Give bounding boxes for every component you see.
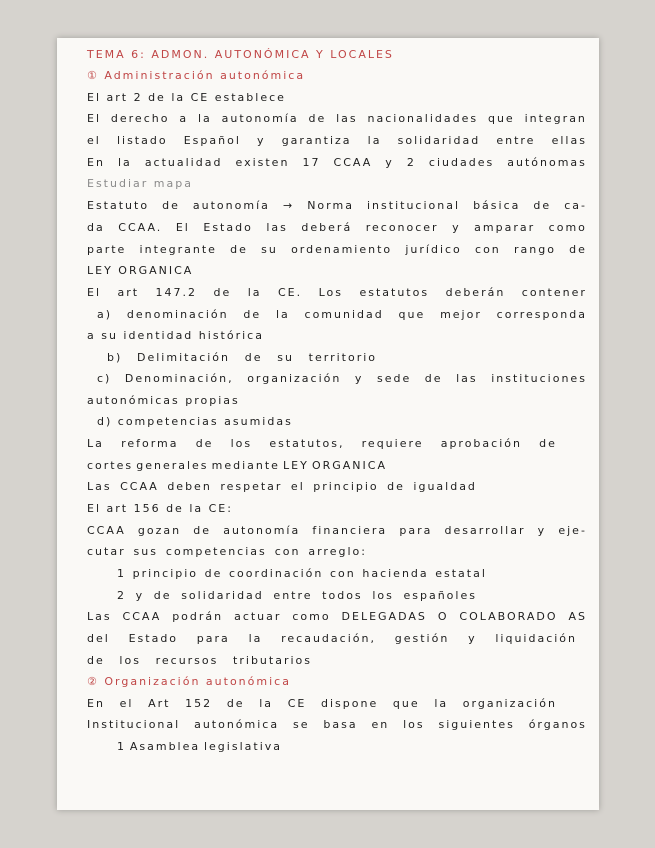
notebook-page bbox=[57, 38, 599, 810]
word: COLABORADO bbox=[459, 610, 558, 623]
word: como bbox=[548, 221, 587, 234]
word: y bbox=[354, 372, 364, 385]
word: y bbox=[135, 589, 145, 602]
word: la bbox=[197, 112, 212, 125]
note-line-8 bbox=[87, 199, 587, 212]
word: de bbox=[230, 243, 248, 256]
note-line-13 bbox=[97, 308, 587, 321]
word: En bbox=[87, 156, 105, 169]
word: y bbox=[385, 156, 394, 169]
note-line-15 bbox=[107, 351, 377, 364]
word: Denominación, bbox=[124, 372, 234, 385]
word: de bbox=[195, 437, 214, 450]
word: 147.2 bbox=[155, 286, 198, 299]
word: de bbox=[87, 654, 105, 667]
word: denominación bbox=[126, 308, 229, 321]
word: los bbox=[230, 437, 253, 450]
word: En bbox=[87, 697, 105, 710]
word: territorio bbox=[308, 351, 377, 364]
word: CCAA bbox=[120, 480, 159, 493]
word: LEY bbox=[283, 459, 309, 472]
note-line-20 bbox=[87, 459, 387, 472]
note-line-31 bbox=[87, 697, 557, 710]
note-line-19 bbox=[87, 437, 557, 450]
word: todos bbox=[322, 589, 363, 602]
word: Estatuto bbox=[87, 199, 150, 212]
word: gozan bbox=[137, 524, 182, 537]
word: con bbox=[475, 243, 501, 256]
word: actuar bbox=[234, 610, 282, 623]
word: cortes bbox=[87, 459, 134, 472]
word: los bbox=[403, 718, 425, 731]
word: CE. bbox=[277, 286, 303, 299]
note-line-25 bbox=[117, 567, 487, 580]
note-line-2: ① Administración autonómica bbox=[87, 69, 306, 82]
word: jurídico bbox=[405, 243, 462, 256]
word: requiere bbox=[361, 437, 424, 450]
word: organización bbox=[462, 697, 557, 710]
word: integran bbox=[524, 112, 587, 125]
word: garantiza bbox=[281, 134, 352, 147]
word: 1 bbox=[117, 740, 126, 753]
word: y bbox=[257, 134, 266, 147]
word: Los bbox=[318, 286, 343, 299]
word: autonomía bbox=[192, 199, 270, 212]
word: a) bbox=[97, 308, 113, 321]
word: corresponda bbox=[496, 308, 587, 321]
word: ordenamiento bbox=[291, 243, 393, 256]
word: CCAA. bbox=[118, 221, 163, 234]
word: desarrollar bbox=[444, 524, 526, 537]
word: igualdad bbox=[413, 480, 477, 493]
word: b) bbox=[107, 351, 123, 364]
word: principio bbox=[313, 480, 379, 493]
note-line-9 bbox=[87, 221, 587, 234]
word: generales bbox=[136, 459, 209, 472]
word: → bbox=[282, 199, 295, 212]
word: cutar bbox=[87, 545, 126, 558]
note-line-17: autonómicas propias bbox=[87, 394, 240, 407]
word: como bbox=[292, 610, 331, 623]
word: la bbox=[259, 697, 274, 710]
word: mejor bbox=[440, 308, 482, 321]
word: 2 bbox=[406, 156, 416, 169]
word: amparar bbox=[474, 221, 536, 234]
word: sus bbox=[133, 545, 158, 558]
note-line-26 bbox=[117, 589, 477, 602]
word: Estado bbox=[128, 632, 179, 645]
word: ciudades bbox=[428, 156, 495, 169]
note-line-21 bbox=[87, 480, 477, 493]
word: Las bbox=[87, 480, 112, 493]
word: coordinación bbox=[228, 567, 324, 580]
word: comunidad bbox=[304, 308, 384, 321]
word: Estado bbox=[203, 221, 253, 234]
word: arreglo: bbox=[308, 545, 367, 558]
word: Norma bbox=[307, 199, 354, 212]
word: se bbox=[292, 718, 310, 731]
word: entre bbox=[496, 134, 536, 147]
word: para bbox=[399, 524, 433, 537]
word: CE bbox=[287, 697, 307, 710]
word: rango bbox=[513, 243, 556, 256]
word: en bbox=[371, 718, 390, 731]
note-line-6 bbox=[87, 156, 587, 169]
word: de bbox=[244, 351, 263, 364]
word: las bbox=[456, 372, 478, 385]
word: deberán bbox=[445, 286, 506, 299]
word: de bbox=[243, 308, 262, 321]
word: El bbox=[87, 286, 102, 299]
word: La bbox=[87, 437, 104, 450]
word: con bbox=[274, 545, 301, 558]
note-line-14: a su identidad histórica bbox=[87, 329, 264, 342]
word: estatutos, bbox=[269, 437, 345, 450]
word: art bbox=[117, 286, 140, 299]
word: deben bbox=[167, 480, 212, 493]
note-line-27 bbox=[87, 610, 587, 623]
word: de bbox=[424, 372, 443, 385]
word: el bbox=[87, 134, 101, 147]
word: organización bbox=[247, 372, 342, 385]
word: que bbox=[487, 112, 515, 125]
word: de bbox=[539, 437, 557, 450]
note-line-33 bbox=[117, 740, 282, 753]
word: su bbox=[261, 243, 278, 256]
note-line-16 bbox=[97, 372, 587, 385]
word: la bbox=[248, 632, 263, 645]
word: sede bbox=[376, 372, 412, 385]
word: de bbox=[569, 243, 587, 256]
word: y bbox=[537, 524, 547, 537]
word: los bbox=[372, 589, 394, 602]
word: basa bbox=[323, 718, 358, 731]
word: de bbox=[153, 589, 172, 602]
word: deberá bbox=[301, 221, 353, 234]
note-line-10 bbox=[87, 243, 587, 256]
word: las bbox=[266, 221, 288, 234]
word: la bbox=[247, 286, 262, 299]
word: Las bbox=[87, 610, 112, 623]
word: autonomía bbox=[223, 524, 301, 537]
word: aprobación bbox=[440, 437, 522, 450]
word: gestión bbox=[394, 632, 450, 645]
word: autonomía bbox=[221, 112, 299, 125]
word: DELEGADAS bbox=[341, 610, 427, 623]
word: el bbox=[290, 480, 305, 493]
word: instituciones bbox=[491, 372, 587, 385]
word: de bbox=[308, 112, 327, 125]
word: contener bbox=[521, 286, 587, 299]
word: tributarios bbox=[233, 654, 312, 667]
word: El bbox=[87, 112, 102, 125]
word: 2 bbox=[117, 589, 126, 602]
note-line-24 bbox=[87, 545, 367, 558]
note-line-23 bbox=[87, 524, 587, 537]
word: de bbox=[213, 286, 232, 299]
word: de bbox=[226, 697, 245, 710]
word: derecho bbox=[110, 112, 170, 125]
word: de bbox=[193, 524, 212, 537]
word: solidaridad bbox=[397, 134, 481, 147]
word: 152 bbox=[185, 697, 213, 710]
word: listado bbox=[116, 134, 168, 147]
word: a bbox=[179, 112, 189, 125]
word: Institucional bbox=[87, 718, 181, 731]
note-line-7: Estudiar mapa bbox=[87, 177, 193, 190]
word: recursos bbox=[155, 654, 219, 667]
note-line-18: d) competencias asumidas bbox=[97, 415, 293, 428]
word: Delimitación bbox=[137, 351, 230, 364]
word: El bbox=[175, 221, 190, 234]
note-line-4 bbox=[87, 112, 587, 125]
word: la bbox=[275, 308, 290, 321]
note-line-3: El art 2 de la CE establece bbox=[87, 91, 286, 104]
word: órganos bbox=[528, 718, 587, 731]
note-line-28 bbox=[87, 632, 577, 645]
word: y bbox=[452, 221, 461, 234]
word: dispone bbox=[321, 697, 379, 710]
word: las bbox=[336, 112, 358, 125]
note-line-22: El art 156 de la CE: bbox=[87, 502, 233, 515]
word: 17 bbox=[302, 156, 321, 169]
word: financiera bbox=[312, 524, 388, 537]
word: estatutos bbox=[359, 286, 430, 299]
word: nacionalidades bbox=[367, 112, 479, 125]
word: Asamblea bbox=[129, 740, 201, 753]
word: del bbox=[87, 632, 110, 645]
word: de bbox=[387, 480, 405, 493]
word: de bbox=[533, 199, 552, 212]
word: hacienda bbox=[362, 567, 429, 580]
word: básica bbox=[473, 199, 521, 212]
word: liquidación bbox=[495, 632, 577, 645]
word: reforma bbox=[121, 437, 179, 450]
word: la bbox=[367, 134, 382, 147]
word: recaudación, bbox=[281, 632, 376, 645]
word: actualidad bbox=[144, 156, 223, 169]
word: los bbox=[119, 654, 141, 667]
word: ellas bbox=[551, 134, 587, 147]
word: de bbox=[162, 199, 180, 212]
word: que bbox=[392, 697, 420, 710]
word: Español bbox=[183, 134, 241, 147]
word: CCAA bbox=[333, 156, 373, 169]
word: O bbox=[437, 610, 449, 623]
word: el bbox=[119, 697, 134, 710]
note-line-1: TEMA 6: ADMON. AUTONÓMICA Y LOCALES bbox=[87, 48, 394, 61]
word: siguientes bbox=[438, 718, 515, 731]
word: autónomas bbox=[507, 156, 587, 169]
word: legislativa bbox=[203, 740, 282, 753]
word: con bbox=[330, 567, 356, 580]
word: eje- bbox=[558, 524, 587, 537]
note-line-5 bbox=[87, 134, 587, 147]
word: que bbox=[398, 308, 426, 321]
word: la bbox=[434, 697, 449, 710]
word: para bbox=[196, 632, 230, 645]
word: ORGANICA bbox=[311, 459, 387, 472]
word: españoles bbox=[403, 589, 477, 602]
note-line-32 bbox=[87, 718, 587, 731]
word: c) bbox=[97, 372, 112, 385]
word: reconocer bbox=[365, 221, 439, 234]
word: entre bbox=[273, 589, 313, 602]
word: respetar bbox=[220, 480, 283, 493]
word: de bbox=[204, 567, 223, 580]
word: podrán bbox=[172, 610, 224, 623]
word: principio bbox=[132, 567, 199, 580]
word: institucional bbox=[367, 199, 461, 212]
word: da bbox=[87, 221, 105, 234]
word: y bbox=[468, 632, 477, 645]
word: autonómica bbox=[194, 718, 280, 731]
word: mediante bbox=[211, 459, 280, 472]
note-line-11: LEY ORGANICA bbox=[87, 264, 194, 277]
note-line-12 bbox=[87, 286, 587, 299]
note-line-29 bbox=[87, 654, 312, 667]
word: su bbox=[277, 351, 294, 364]
word: la bbox=[117, 156, 132, 169]
word: CCAA bbox=[122, 610, 162, 623]
word: AS bbox=[568, 610, 587, 623]
word: CCAA bbox=[87, 524, 126, 537]
word: competencias bbox=[165, 545, 267, 558]
word: ca- bbox=[564, 199, 587, 212]
note-line-30: ② Organización autonómica bbox=[87, 675, 291, 688]
word: 1 bbox=[117, 567, 126, 580]
word: estatal bbox=[435, 567, 487, 580]
word: parte bbox=[87, 243, 127, 256]
word: existen bbox=[235, 156, 290, 169]
word: Art bbox=[148, 697, 171, 710]
word: solidaridad bbox=[181, 589, 264, 602]
word: integrante bbox=[139, 243, 217, 256]
